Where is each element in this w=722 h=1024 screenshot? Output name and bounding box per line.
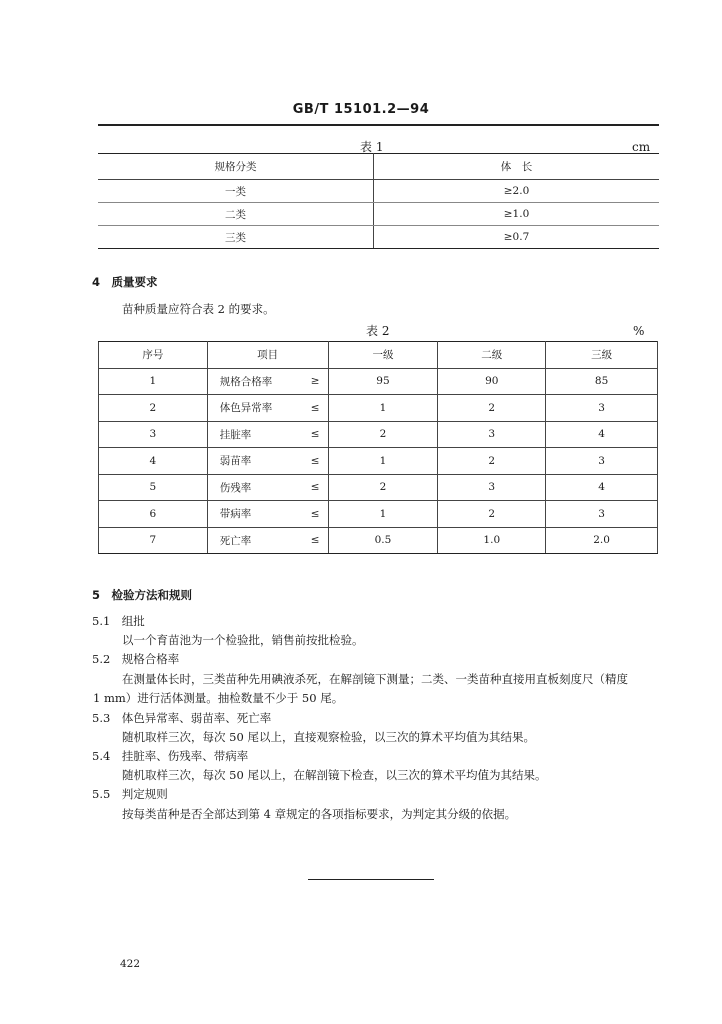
table1-cell: ≥1.0 bbox=[374, 203, 660, 226]
row-grade2: 3 bbox=[438, 421, 546, 448]
end-rule bbox=[308, 879, 434, 880]
table-row bbox=[99, 368, 658, 395]
table-row bbox=[98, 203, 659, 226]
table2-header-cell: 项目 bbox=[207, 342, 328, 369]
row-grade2: 2 bbox=[438, 448, 546, 475]
row-grade3: 2.0 bbox=[546, 527, 658, 554]
section4-intro: 苗种质量应符合表 2 的要求。 bbox=[122, 302, 275, 316]
table-row bbox=[99, 395, 658, 422]
table1-header-cell: 体 长 bbox=[374, 154, 660, 180]
row-comparator: ≤ bbox=[296, 527, 328, 554]
row-grade1: 1 bbox=[328, 448, 438, 475]
row-number: 1 bbox=[99, 368, 208, 395]
row-comparator: ≤ bbox=[296, 395, 328, 422]
table2-header-cell: 二级 bbox=[438, 342, 546, 369]
table-row bbox=[99, 474, 658, 501]
row-comparator: ≤ bbox=[296, 448, 328, 475]
table1-cell: ≥2.0 bbox=[374, 180, 660, 203]
table1-cell: 一类 bbox=[98, 180, 374, 203]
table2-caption: 表 2 bbox=[366, 324, 390, 338]
row-item: 规格合格率 bbox=[207, 368, 296, 395]
row-grade3: 3 bbox=[546, 501, 658, 528]
table2-header-cell: 一级 bbox=[328, 342, 438, 369]
header-rule bbox=[98, 124, 659, 126]
row-grade1: 1 bbox=[328, 501, 438, 528]
subsection-5-2-text-line2: 1 mm）进行活体测量。抽检数量不少于 50 尾。 bbox=[93, 691, 344, 705]
section5-heading: 5 检验方法和规则 bbox=[92, 588, 193, 602]
table-row bbox=[99, 501, 658, 528]
row-grade2: 1.0 bbox=[438, 527, 546, 554]
table-row bbox=[99, 527, 658, 554]
row-item: 伤残率 bbox=[207, 474, 296, 501]
subsection-5-2-title: 5.2 规格合格率 bbox=[92, 652, 180, 666]
row-number: 6 bbox=[99, 501, 208, 528]
subsection-5-4-text: 随机取样三次，每次 50 尾以上，在解剖镜下检查，以三次的算术平均值为其结果。 bbox=[122, 768, 547, 782]
table1-cell: 二类 bbox=[98, 203, 374, 226]
row-comparator: ≤ bbox=[296, 421, 328, 448]
row-item: 体色异常率 bbox=[207, 395, 296, 422]
standard-code: GB/T 15101.2—94 bbox=[292, 102, 430, 117]
row-grade3: 4 bbox=[546, 421, 658, 448]
row-grade1: 2 bbox=[328, 421, 438, 448]
row-grade2: 2 bbox=[438, 501, 546, 528]
row-comparator: ≥ bbox=[296, 368, 328, 395]
subsection-5-5-title: 5.5 判定规则 bbox=[92, 787, 168, 801]
table1-header-cell: 规格分类 bbox=[98, 154, 374, 180]
row-comparator: ≤ bbox=[296, 501, 328, 528]
row-grade1: 1 bbox=[328, 395, 438, 422]
row-number: 4 bbox=[99, 448, 208, 475]
row-grade3: 3 bbox=[546, 448, 658, 475]
row-item: 带病率 bbox=[207, 501, 296, 528]
subsection-5-3-title: 5.3 体色异常率、弱苗率、死亡率 bbox=[92, 711, 272, 725]
subsection-5-1-title: 5.1 组批 bbox=[92, 614, 145, 628]
row-grade2: 90 bbox=[438, 368, 546, 395]
row-grade3: 85 bbox=[546, 368, 658, 395]
table1-cell: 三类 bbox=[98, 226, 374, 249]
subsection-5-2-text-line1: 在测量体长时，三类苗种先用碘液杀死，在解剖镜下测量；二类、一类苗种直接用直板刻度尺（精度 bbox=[122, 672, 628, 686]
page-number: 422 bbox=[120, 958, 141, 970]
table2-unit: % bbox=[633, 324, 645, 338]
row-number: 5 bbox=[99, 474, 208, 501]
table1-caption: 表 1 bbox=[360, 140, 384, 154]
table-row bbox=[98, 226, 659, 249]
row-item: 死亡率 bbox=[207, 527, 296, 554]
table2-header-cell: 序号 bbox=[99, 342, 208, 369]
row-grade1: 2 bbox=[328, 474, 438, 501]
table-row bbox=[98, 180, 659, 203]
row-grade2: 2 bbox=[438, 395, 546, 422]
row-item: 弱苗率 bbox=[207, 448, 296, 475]
table-row bbox=[99, 448, 658, 475]
subsection-5-1-text: 以一个育苗池为一个检验批，销售前按批检验。 bbox=[122, 633, 364, 647]
row-number: 3 bbox=[99, 421, 208, 448]
subsection-5-5-text: 按每类苗种是否全部达到第 4 章规定的各项指标要求，为判定其分级的依据。 bbox=[122, 807, 517, 821]
subsection-5-4-title: 5.4 挂脏率、伤残率、带病率 bbox=[92, 749, 249, 763]
table1-unit: cm bbox=[632, 140, 651, 154]
table1 bbox=[98, 153, 659, 249]
subsection-5-3-text: 随机取样三次，每次 50 尾以上，直接观察检验，以三次的算术平均值为其结果。 bbox=[122, 730, 535, 744]
section4-heading: 4 质量要求 bbox=[92, 275, 158, 289]
table1-header-row bbox=[98, 154, 659, 180]
table2-header-cell: 三级 bbox=[546, 342, 658, 369]
table1-cell: ≥0.7 bbox=[374, 226, 660, 249]
row-grade2: 3 bbox=[438, 474, 546, 501]
row-grade3: 3 bbox=[546, 395, 658, 422]
row-grade3: 4 bbox=[546, 474, 658, 501]
table2 bbox=[98, 341, 658, 554]
row-item: 挂脏率 bbox=[207, 421, 296, 448]
table2-header-row bbox=[99, 342, 658, 369]
row-grade1: 95 bbox=[328, 368, 438, 395]
row-grade1: 0.5 bbox=[328, 527, 438, 554]
row-comparator: ≤ bbox=[296, 474, 328, 501]
table-row bbox=[99, 421, 658, 448]
row-number: 7 bbox=[99, 527, 208, 554]
row-number: 2 bbox=[99, 395, 208, 422]
